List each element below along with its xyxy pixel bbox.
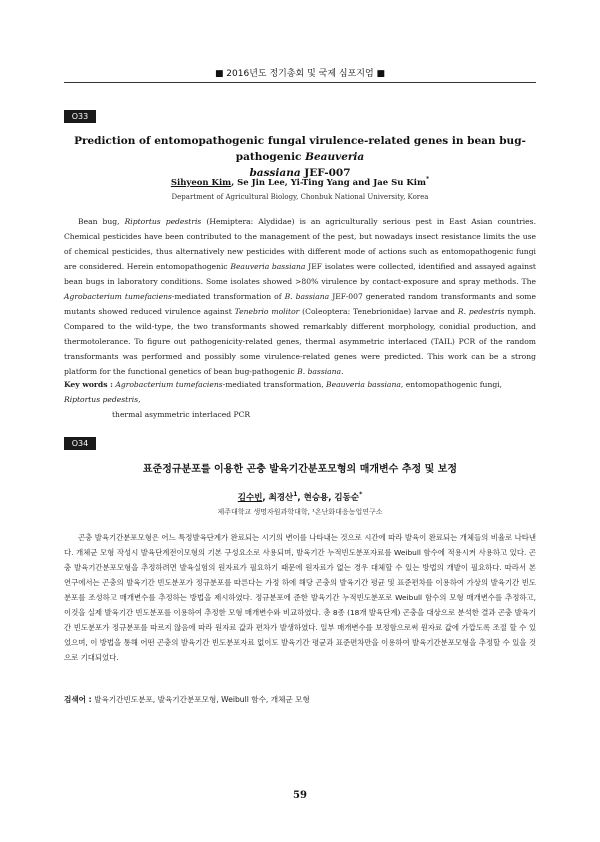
keywords-label: Key words : (64, 380, 113, 389)
paper-authors (64, 176, 536, 188)
presenting-author: 김수빈 (237, 493, 263, 503)
paper-affiliation: 제주대학교 생명자원과학대학, ¹온난화대응농업연구소 (217, 508, 383, 516)
paper-abstract: 곤충 발육기간분포모형은 어느 특정발육단계가 완료되는 시기의 변이를 나타내는 것으로 시간에 따라 발육이 완료되는 개체들의 비율로 나타낸다. 개체군 모형 작성시 발육단계전이모형의 기본 구성요소로 사용되며, 발육기간 누적빈도분포자료를 Weibull 함수에 적용시켜 사용하고 있다. 곤충 발육기간분포모형을 추정하려면 발육실험의 원자료가 필요하기 때문에 원자료가 없는 경우 대체할 수 있는 방법의 개발이 필요하다. 따라서 본 연구에서는 곤충의 발육기간 빈도분포가 정규분포를 따른다는 가정 하에 해당 곤충의 발육기간 평균 및 표준편차를 이용하여 가상의 발육기간 빈도분포를 조성하고 매개변수를 추정하는 방법을 제시하였다. 정규분포에 준한 발육기간 누적빈도분포로 Weibull 함수의 모형 매개변수를 추정하고, 이것을 실제 발육기간 빈도분포를 이용하여 추정한 모형 매개변수와 비교하였다. 총 8종 (18개 발육단계) 곤충을 대상으로 분석한 결과 곤충 발육기간 빈도분포가 정규분포를 따르지 않음에 따라 원자료 값과 편차가 발생하였다. 일부 매개변수를 보정함으로써 원자료 값에 가깝도록 조절 할 수 있었으며, 이 방법을 통해 어떤 곤충의 발육기간 빈도분포자료 없이도 발육기간 평균과 표준편차만을 이용하여 발육기간분포모형을 추정할 수 있을 것으로 기대되었다. (64, 533, 536, 662)
presenting-author: Sihyeon Kim (170, 177, 232, 188)
keywords-text: 발육기간빈도분포, 발육기간분포모형, Weibull 함수, 개체군 모형 (94, 695, 310, 704)
title-line-1: Prediction of entomopathogenic fungal virulence-related genes in bean bug-pathogenic Beauveria (74, 135, 526, 163)
paper-title (64, 133, 536, 181)
paper-title: 표준정규분포를 이용한 곤충 발육기간분포모형의 매개변수 추정 및 보정 (142, 464, 458, 475)
paper-keywords (64, 377, 536, 422)
paper-id-badge: O33 (64, 110, 96, 123)
page-number: 59 (293, 790, 307, 801)
keywords-text: Agrobacterium tumefaciens-mediated transformation, Beauveria bassiana, entomopathogenic fungi, Riptortus pedestris, thermal asymmetric interlaced PCR (64, 380, 503, 419)
paper-affiliation: Department of Agricultural Biology, Chonbuk National University, Korea (171, 193, 429, 201)
proceedings-header: ■ 2016년도 정기총회 및 국제 심포지엄 ■ (214, 69, 386, 79)
keywords-label: 검색어 : (64, 695, 92, 704)
header-divider (64, 82, 536, 83)
affiliation-mark: 1 (293, 491, 298, 499)
corresponding-mark: * (426, 176, 430, 183)
co-authors: , Se Jin Lee, Yi-Ting Yang and Jae Su Kim (231, 177, 426, 188)
paper-id-badge: O34 (64, 437, 96, 450)
corresponding-mark: * (359, 491, 363, 499)
paper-abstract: Bean bug, Riptortus pedestris (Hemiptera: Alydidae) is an agriculturally serious pest in East Asian countries. Chemical pesticides have been contributed to the management of the pest, but nowadays insect resistance limits the use of chemical pesticides, thus alternatively new pesticides with different mode of actions such as entomopathogenic fungi are considered. Herein entomopathogenic Beauveria bassiana JEF isolates were collected, identified and assayed against bean bugs in laboratory conditions. Some isolates showed >80% virulence by contact-exposure and spray methods. The Agrobacterium tumefaciens-mediated transformation of B. bassiana JEF-007 generated random transformants and some mutants showed reduced virulence against Tenebrio molitor (Coleoptera: Tenebrionidae) larvae and R. pedestris nymph. Compared to the wild-type, the two transformants showed remarkably different morphology, conidial production, and thermotolerance. To figure out pathogenicity-related genes, thermal asymmetric interlaced (TAIL) PCR of the random transformants was performed and possibly some virulence-related genes were predicted. This work can be a strong platform for the functional genetics of bean bug-pathogenic B. bassiana. (64, 217, 536, 376)
paper-keywords (64, 692, 536, 707)
title-line-2: bassiana JEF-007 (249, 167, 351, 179)
second-author: , 최경산 (262, 493, 294, 503)
paper-authors (64, 491, 536, 503)
co-authors: , 현승용, 김동순 (297, 493, 360, 503)
